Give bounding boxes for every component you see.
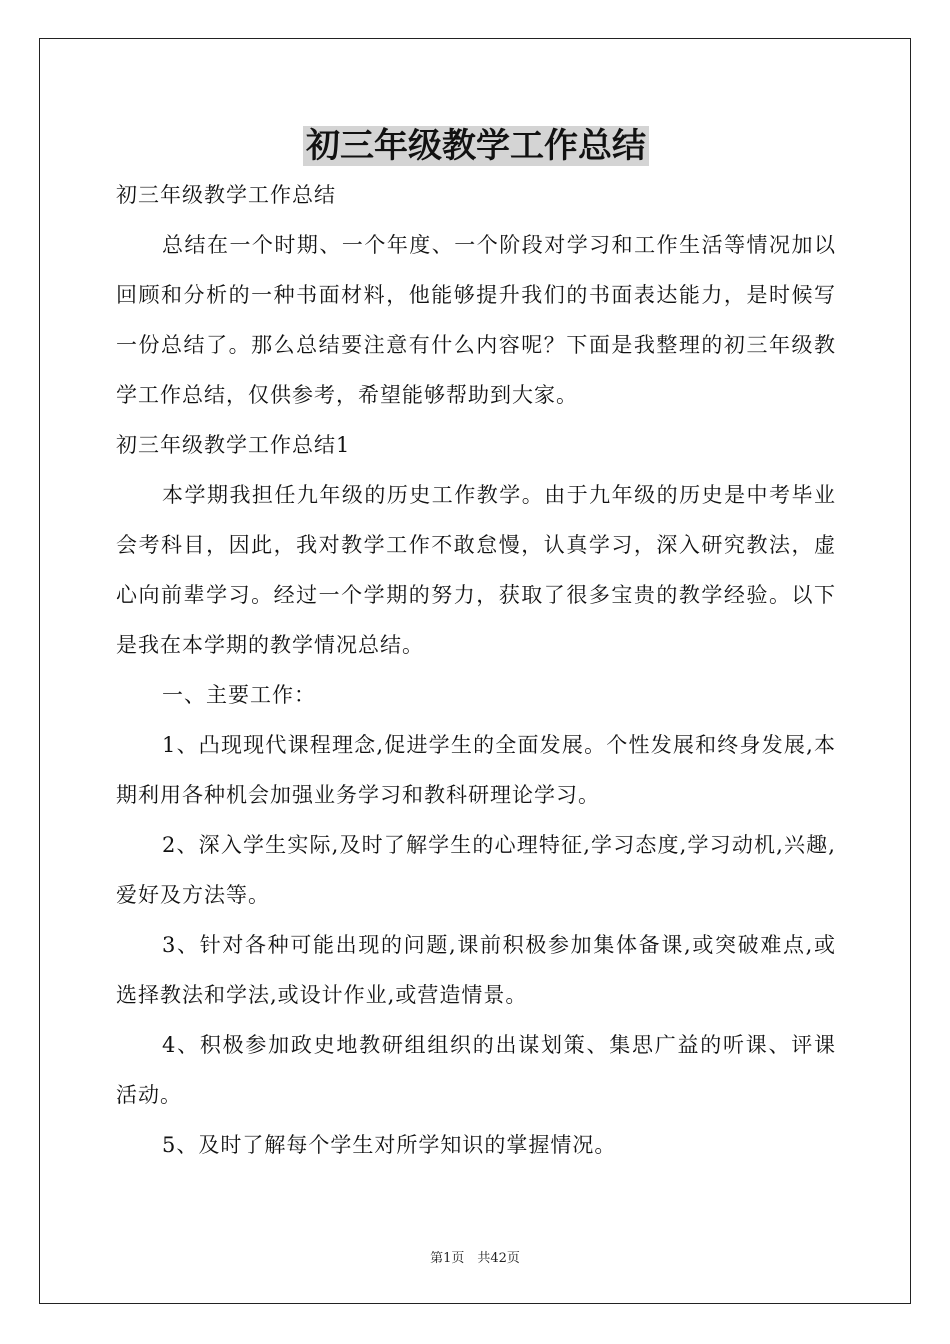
list-item: 5、及时了解每个学生对所学知识的掌握情况。 [162, 1133, 617, 1157]
list-item: 4、积极参加政史地教研组组织的出谋划策、集思广益的听课、评课活动。 [116, 1033, 836, 1107]
intro-paragraph: 总结在一个时期、一个年度、一个阶段对学习和工作生活等情况加以回顾和分析的一种书面材料，他能够提升我们的书面表达能力，是时候写一份总结了。那么总结要注意有什么内容呢？下面是我整理的初三年级教学工作总结，仅供参考，希望能够帮助到大家。 [116, 233, 836, 407]
list-item: 1、凸现现代课程理念,促进学生的全面发展。个性发展和终身发展,本期利用各种机会加强业务学习和教科研理论学习。 [116, 733, 836, 807]
page-footer [0, 1247, 950, 1266]
body-paragraph: 本学期我担任九年级的历史工作教学。由于九年级的历史是中考毕业会考科目，因此，我对教学工作不敢怠慢，认真学习，深入研究教法，虚心向前辈学习。经过一个学期的努力，获取了很多宝贵的教学经验。以下是我在本学期的教学情况总结。 [116, 483, 836, 657]
list-item: 2、深入学生实际,及时了解学生的心理特征,学习态度,学习动机,兴趣,爱好及方法等。 [116, 833, 836, 907]
document-body [116, 122, 836, 1170]
document-subtitle: 初三年级教学工作总结 [116, 183, 336, 207]
page-number: 第1页 共42页 [430, 1251, 520, 1266]
document-title [116, 122, 836, 170]
list-item: 3、针对各种可能出现的问题,课前积极参加集体备课,或突破难点,或选择教法和学法,或设计作业,或营造情景。 [116, 933, 836, 1007]
section-heading: 初三年级教学工作总结1 [116, 433, 351, 457]
main-work-heading: 一、主要工作： [162, 683, 316, 707]
document-title-text: 初三年级教学工作总结 [303, 126, 649, 166]
